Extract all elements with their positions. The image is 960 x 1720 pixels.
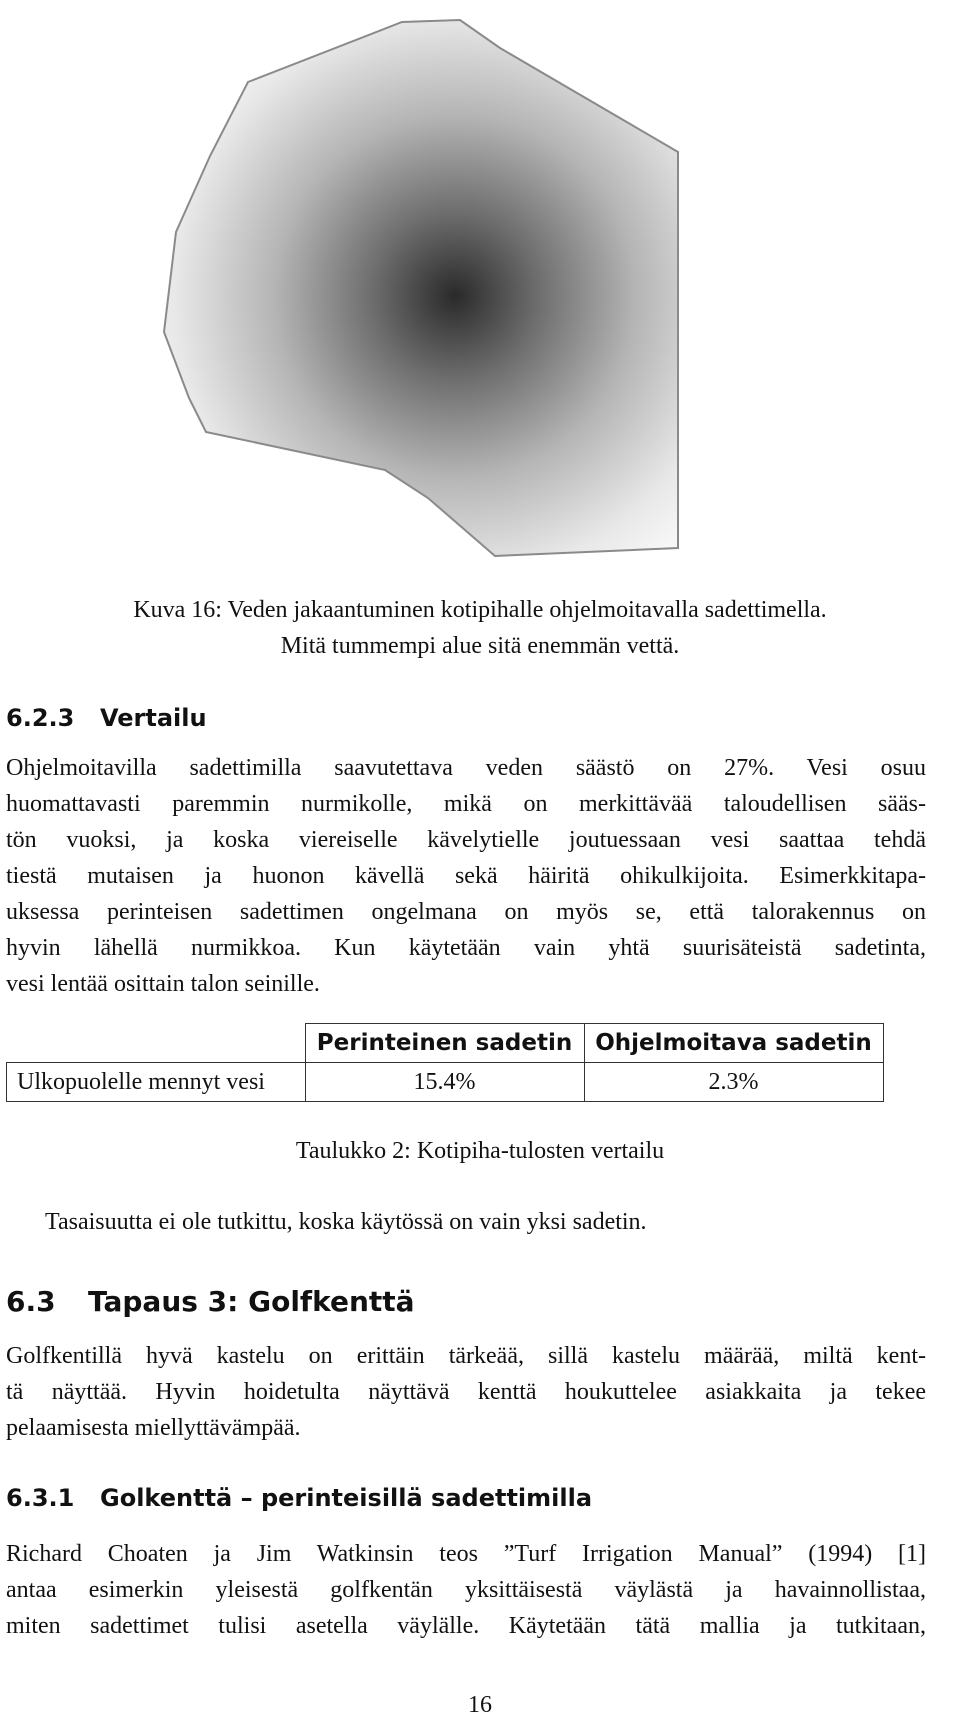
paragraph-line: uksessa perinteisen sadettimen ongelmana on myös se, että talorakennus on <box>6 899 926 925</box>
paragraph-line: tä näyttää. Hyvin hoidetulta näyttävä kenttä houkuttelee asiakkaita ja tekee <box>6 1379 926 1405</box>
section-title: Vertailu <box>100 704 207 732</box>
paragraph-line: huomattavasti paremmin nurmikolle, mikä on merkittävää taloudellisen sääs- <box>6 791 926 817</box>
figure-caption-line-1: Kuva 16: Veden jakaantuminen kotipihalle ohjelmoitavalla sadettimella. <box>133 597 827 623</box>
paragraph-line: Ohjelmoitavilla sadettimilla saavutettava veden säästö on 27%. Vesi osuu <box>6 755 926 781</box>
paragraph-line: Tasaisuutta ei ole tutkittu, koska käytössä on vain yksi sadetin. <box>45 1209 647 1235</box>
table-cell-label: Ulkopuolelle mennyt vesi <box>7 1063 306 1102</box>
paragraph-line: antaa esimerkin yleisestä golfkentän yksittäisestä väylästä ja havainnollistaa, <box>6 1577 926 1603</box>
water-distribution-figure <box>150 0 770 570</box>
paragraph-line: pelaamisesta miellyttävämpää. <box>6 1415 301 1441</box>
figure-caption <box>0 592 960 664</box>
paragraph-line: Golfkentillä hyvä kastelu on erittäin tärkeää, sillä kastelu määrää, miltä kent- <box>6 1343 926 1369</box>
paragraph-golf-traditional <box>6 1536 926 1644</box>
section-heading-6-3-1 <box>6 1483 592 1513</box>
paragraph-uniformity <box>45 1204 925 1240</box>
section-number: 6.3.1 <box>6 1484 75 1512</box>
section-heading-6-2-3 <box>6 703 207 733</box>
paragraph-line: hyvin lähellä nurmikkoa. Kun käytetään vain yhtä suurisäteistä sadetinta, <box>6 935 926 961</box>
section-title: Golkenttä – perinteisillä sadettimilla <box>100 1484 593 1512</box>
paragraph-comparison <box>6 750 926 1002</box>
section-number: 6.3 <box>6 1285 56 1318</box>
table-row <box>7 1063 884 1102</box>
paragraph-line: tön vuoksi, ja koska viereiselle kävelytielle joutuessaan vesi saattaa tehdä <box>6 827 926 853</box>
paragraph-line: vesi lentää osittain talon seinille. <box>6 971 320 997</box>
paragraph-line: tiestä mutaisen ja huonon kävellä sekä häiritä ohikulkijoita. Esimerkkitapa- <box>6 863 926 889</box>
figure-caption-line-2: Mitä tummempi alue sitä enemmän vettä. <box>280 633 680 659</box>
section-number: 6.2.3 <box>6 704 75 732</box>
page-number: 16 <box>468 1692 492 1718</box>
table-header-empty <box>7 1024 306 1063</box>
table-cell-programmable: 2.3% <box>584 1063 883 1102</box>
comparison-table <box>6 1023 884 1102</box>
paragraph-line: Richard Choaten ja Jim Watkinsin teos ”Turf Irrigation Manual” (1994) [1] <box>6 1541 926 1567</box>
table-header-programmable: Ohjelmoitava sadetin <box>584 1024 883 1063</box>
paragraph-line: miten sadettimet tulisi asetella väylälle. Käytetään tätä mallia ja tutkitaan, <box>6 1613 926 1639</box>
table-cell-traditional: 15.4% <box>305 1063 584 1102</box>
section-title: Tapaus 3: Golfkenttä <box>88 1285 415 1318</box>
section-heading-6-3 <box>6 1287 415 1317</box>
water-distribution-area <box>164 20 678 556</box>
table-caption: Taulukko 2: Kotipiha-tulosten vertailu <box>295 1138 665 1164</box>
table-header-traditional: Perinteinen sadetin <box>305 1024 584 1063</box>
table-header-row <box>7 1024 884 1063</box>
paragraph-golf-intro <box>6 1338 926 1446</box>
